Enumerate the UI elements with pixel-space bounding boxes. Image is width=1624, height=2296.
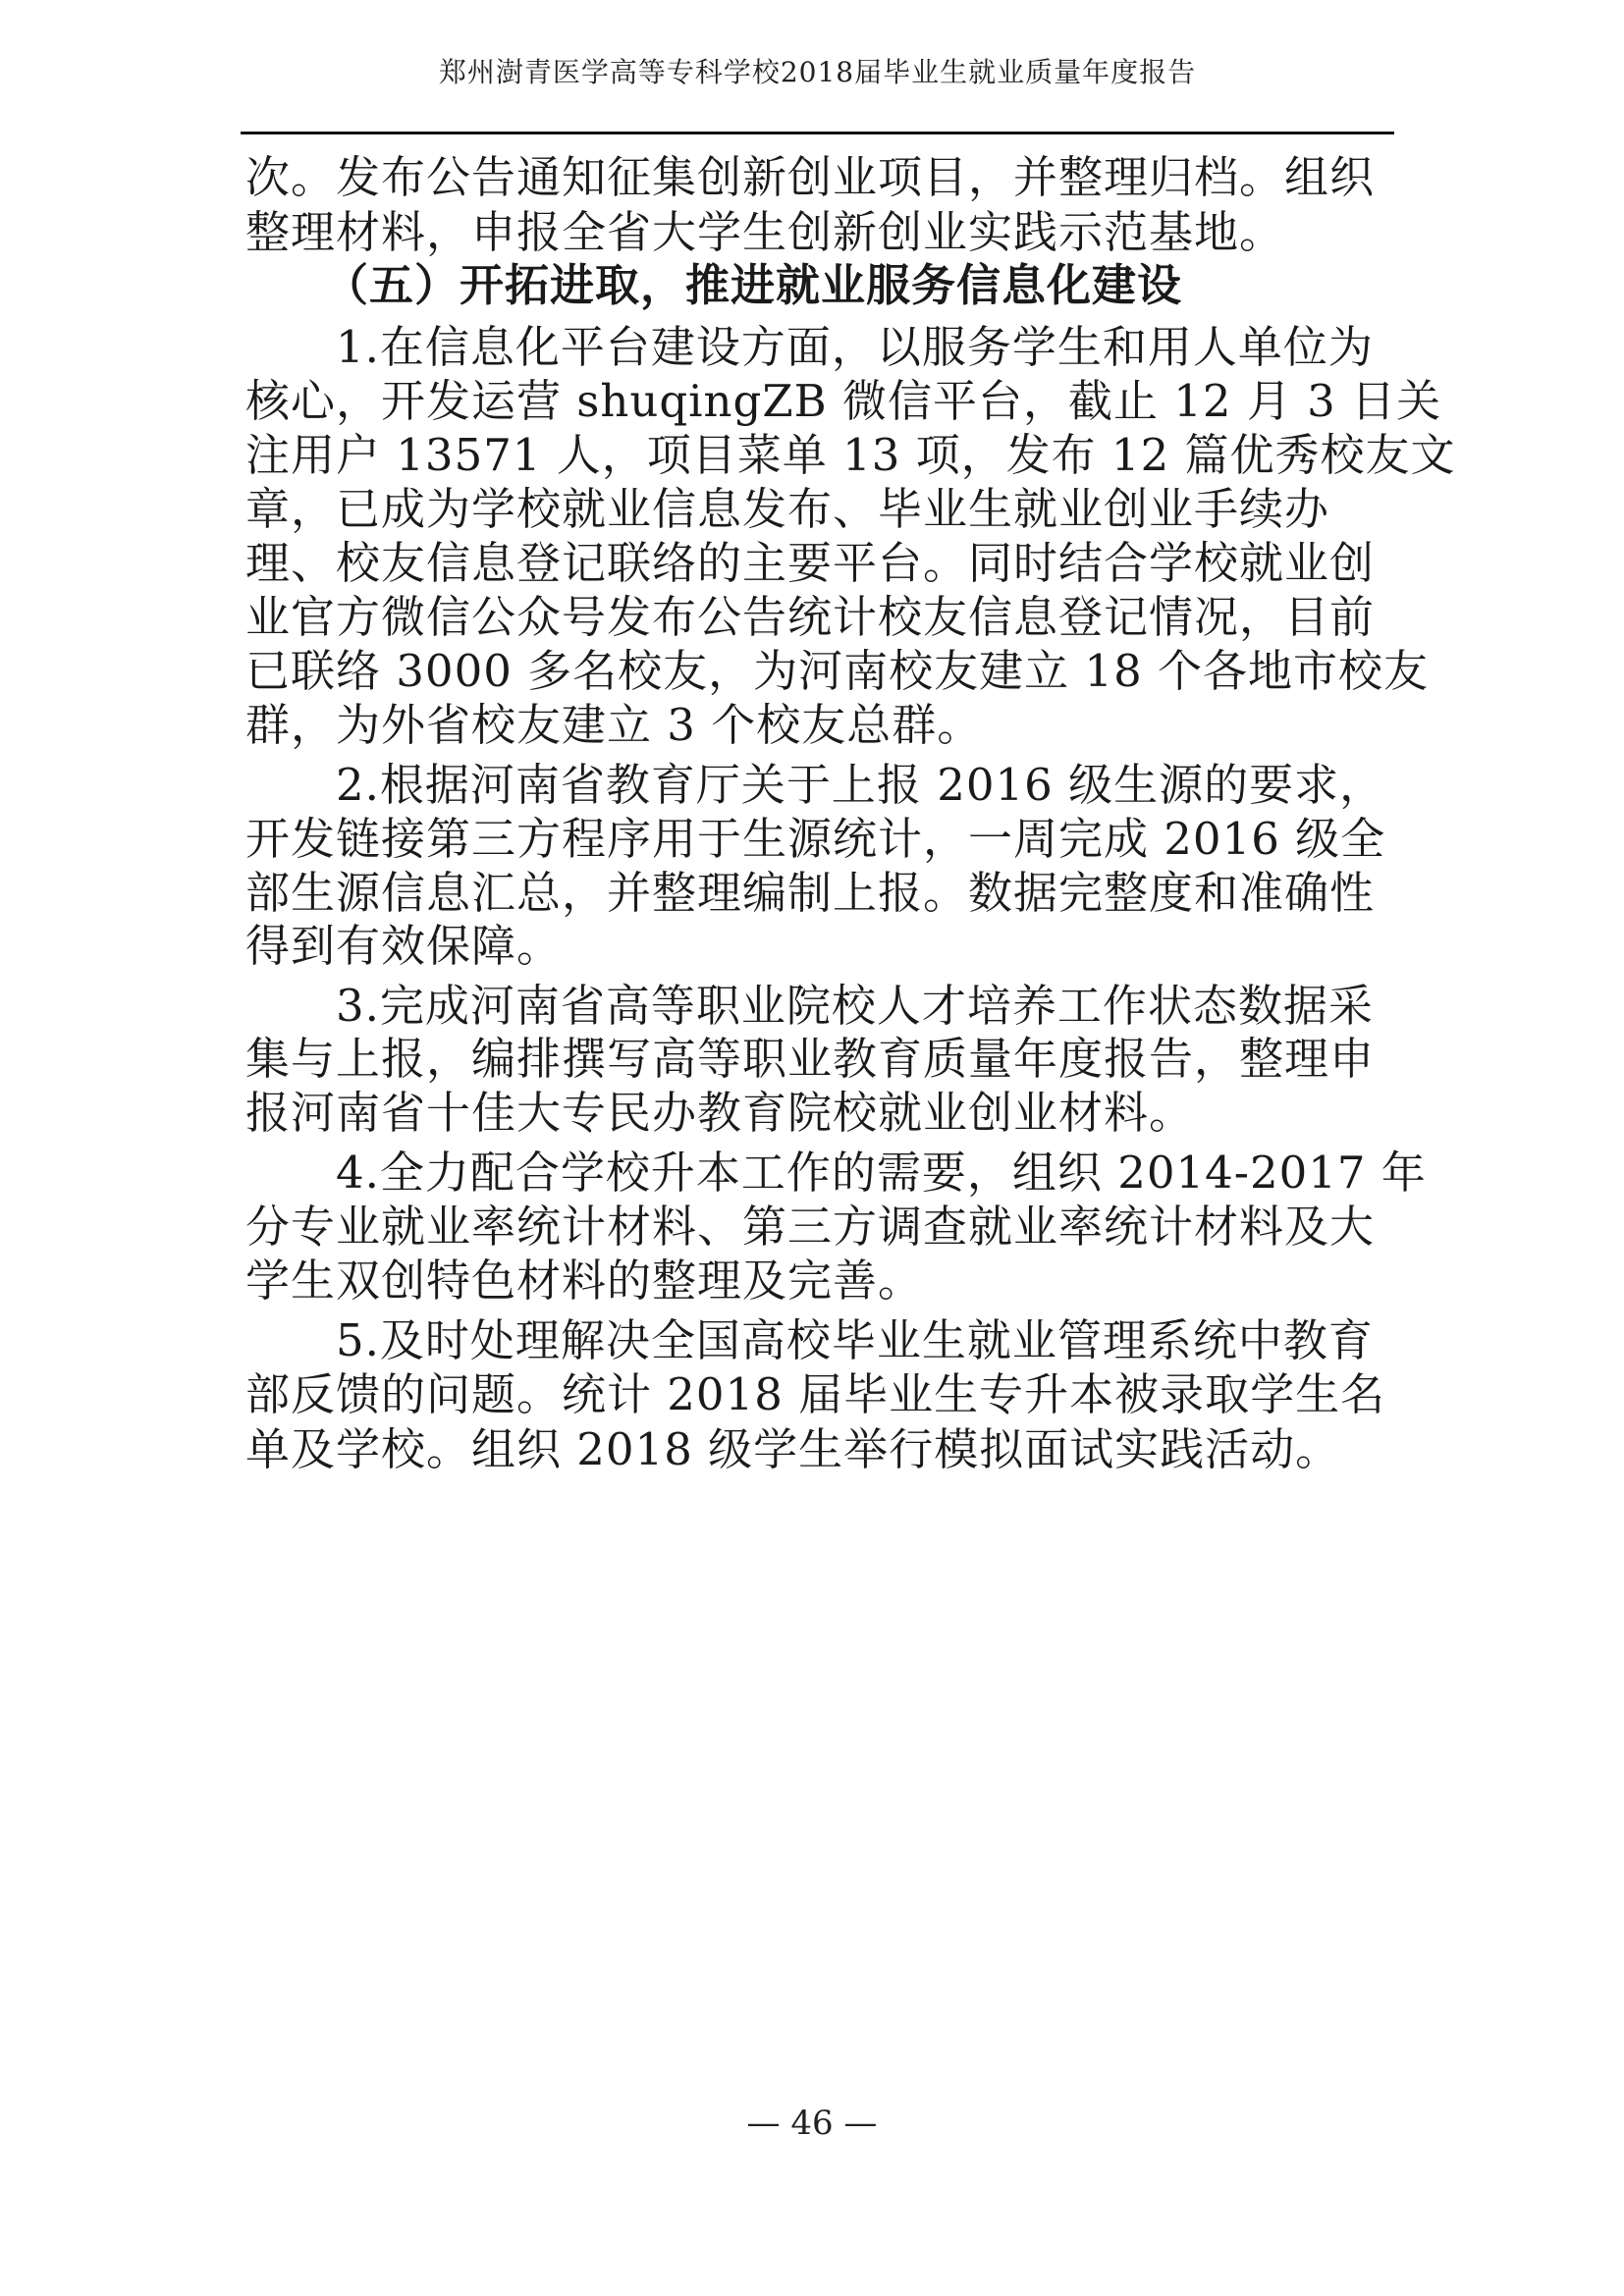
paragraph-line: 注用户 13571 人，项目菜单 13 项，发布 12 篇优秀校友文 (245, 429, 1456, 481)
paragraph-line: 集与上报，编排撰写高等职业教育质量年度报告，整理申 (245, 1033, 1376, 1085)
paragraph-line: 得到有效保障。 (245, 920, 563, 972)
paragraph-line: 5.及时处理解决全国高校毕业生就业管理系统中教育 (336, 1314, 1374, 1366)
paragraph-line: 报河南省十佳大专民办教育院校就业创业材料。 (245, 1087, 1195, 1139)
paragraph-line: 理、校友信息登记联络的主要平台。同时结合学校就业创 (245, 537, 1376, 589)
paragraph-line: 单及学校。组织 2018 级学生举行模拟面试实践活动。 (245, 1423, 1341, 1475)
section-heading: （五）开拓进取，推进就业服务信息化建设 (324, 259, 1183, 311)
paragraph-line: 开发链接第三方程序用于生源统计，一周完成 2016 级全 (245, 813, 1386, 865)
paragraph-line: 次。发布公告通知征集创新创业项目，并整理归档。组织 (245, 151, 1376, 203)
paragraph-line: 部生源信息汇总，并整理编制上报。数据完整度和准确性 (245, 867, 1376, 919)
paragraph-line: 整理材料，申报全省大学生创新创业实践示范基地。 (245, 206, 1285, 258)
paragraph-line: 已联络 3000 多名校友，为河南校友建立 18 个各地市校友 (245, 645, 1430, 697)
paragraph-line: 3.完成河南省高等职业院校人才培养工作状态数据采 (336, 980, 1374, 1032)
paragraph-line: 群，为外省校友建立 3 个校友总群。 (245, 699, 983, 751)
paragraph-line: 章，已成为学校就业信息发布、毕业生就业创业手续办 (245, 483, 1330, 535)
header-rule (241, 132, 1394, 134)
paragraph-line: 学生双创特色材料的整理及完善。 (245, 1255, 924, 1307)
paragraph-line: 1.在信息化平台建设方面，以服务学生和用人单位为 (336, 321, 1374, 373)
paragraph-line: 部反馈的问题。统计 2018 届毕业生专升本被录取学生名 (245, 1368, 1386, 1420)
paragraph-line: 2.根据河南省教育厅关于上报 2016 级生源的要求， (336, 759, 1385, 811)
paragraph-line: 业官方微信公众号发布公告统计校友信息登记情况，目前 (245, 591, 1376, 643)
paragraph-line: 核心，开发运营 shuqingZB 微信平台，截止 12 月 3 日关 (245, 375, 1442, 427)
paragraph-line: 4.全力配合学校升本工作的需要，组织 2014-2017 年 (336, 1147, 1427, 1199)
page-number: — 46 — (746, 2104, 878, 2143)
running-header: 郑州澍青医学高等专科学校2018届毕业生就业质量年度报告 (438, 56, 1197, 88)
paragraph-line: 分专业就业率统计材料、第三方调查就业率统计材料及大 (245, 1201, 1376, 1253)
